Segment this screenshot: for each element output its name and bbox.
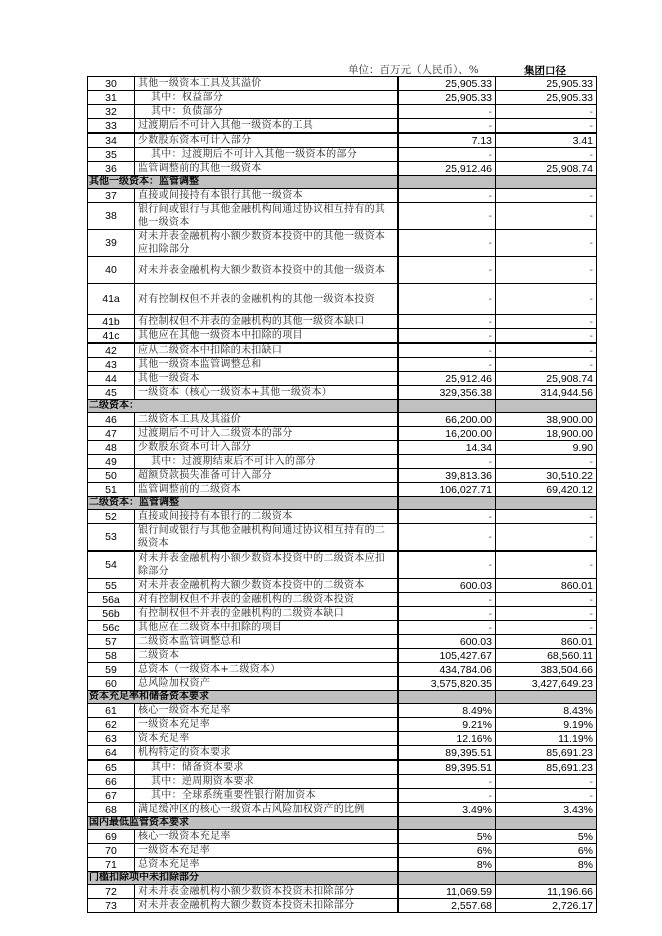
table-row [88,677,597,691]
row-number: 69 [88,830,135,844]
value-current: 89,395.51 [398,760,496,775]
row-number: 46 [88,413,135,427]
table-row [88,579,597,593]
row-label: 直接或间接持有本银行的二级资本 [135,510,398,524]
row-number: 66 [88,775,135,789]
section-cell-empty [398,817,496,830]
row-number: 72 [88,885,135,899]
value-previous: - [496,257,597,284]
row-label: 应从二级资本中扣除的未扣缺口 [135,343,398,358]
value-previous: 9.90 [496,441,597,455]
row-number: 56a [88,593,135,607]
value-current: - [398,105,496,119]
row-label: 一级资本充足率 [135,718,398,732]
capital-composition-table [87,76,597,913]
row-label: 其他应在其他一级资本中扣除的项目 [135,329,398,344]
value-previous: - [496,621,597,635]
value-previous: 314,944.56 [496,386,597,400]
row-number: 48 [88,441,135,455]
table-row [88,189,597,203]
row-label: 总资本充足率 [135,858,398,872]
row-label: 有控制权但不并表的金融机构的其他一级资本缺口 [135,315,398,329]
value-current: - [398,203,496,230]
row-number: 41c [88,329,135,344]
table-row [88,732,597,746]
row-label: 机构特定的资本要求 [135,746,398,761]
value-current: - [398,607,496,621]
row-number: 45 [88,386,135,400]
row-number: 73 [88,899,135,913]
row-label: 二级资本监管调整总和 [135,635,398,649]
value-previous: 25,908.74 [496,162,597,176]
row-label: 对有控制权但不并表的金融机构的其他一级资本投资 [135,284,398,315]
row-number: 37 [88,189,135,203]
row-label: 其中：负债部分 [135,105,398,119]
row-label: 少数股东资本可计入部分 [135,133,398,148]
value-previous: - [496,524,597,552]
value-previous: - [496,230,597,257]
row-number: 56b [88,607,135,621]
row-label: 对未并表金融机构小额少数资本投资未扣除部分 [135,885,398,899]
row-label: 直接或间接持有本银行其他一级资本 [135,189,398,203]
row-number: 36 [88,162,135,176]
row-label: 其中：过渡期后不可计入其他一级资本的部分 [135,148,398,162]
row-label: 银行间或银行与其他金融机构间通过协议相互持有的其他一级资本 [135,203,398,230]
value-current: - [398,510,496,524]
row-number: 41b [88,315,135,329]
row-label: 一级资本（核心一级资本+其他一级资本） [135,386,398,400]
value-current: 14.34 [398,441,496,455]
section-cell-empty [496,817,597,830]
row-number: 52 [88,510,135,524]
row-number: 31 [88,91,135,105]
section-cell-empty [496,691,597,704]
table-row [88,257,597,284]
value-previous: 8% [496,858,597,872]
value-current: - [398,329,496,344]
section-cell-empty [496,497,597,510]
value-previous: 8.43% [496,704,597,718]
section-header-row [88,817,597,830]
value-current: 25,905.33 [398,77,496,91]
row-number: 33 [88,119,135,134]
value-previous: - [496,789,597,803]
value-previous: - [496,329,597,344]
table-row [88,704,597,718]
value-current: - [398,284,496,315]
table-row [88,746,597,761]
table-row [88,649,597,663]
value-previous: 25,908.74 [496,372,597,386]
value-current: 600.03 [398,579,496,593]
table-row [88,718,597,732]
value-current: 106,027.71 [398,483,496,497]
row-label: 其中：权益部分 [135,91,398,105]
table-row [88,343,597,358]
row-label: 其中：逆周期资本要求 [135,775,398,789]
table-row [88,162,597,176]
row-label: 核心一级资本充足率 [135,830,398,844]
row-label: 满足缓冲区的核心一级资本占风险加权资产的比例 [135,803,398,817]
row-label: 二级资本工具及其溢价 [135,413,398,427]
value-current: 8.49% [398,704,496,718]
value-current: - [398,148,496,162]
value-previous: 383,504.66 [496,663,597,677]
table-row [88,372,597,386]
table-row [88,510,597,524]
value-current: - [398,789,496,803]
row-number: 44 [88,372,135,386]
table-row [88,148,597,162]
table-row [88,105,597,119]
value-previous: 5% [496,830,597,844]
row-number: 49 [88,455,135,469]
value-current: 16,200.00 [398,427,496,441]
row-number: 30 [88,77,135,91]
row-label: 其他应在二级资本中扣除的项目 [135,621,398,635]
section-cell-empty [398,691,496,704]
value-current: 5% [398,830,496,844]
value-current: - [398,189,496,203]
section-header-row [88,691,597,704]
value-current: - [398,524,496,552]
row-label: 过渡期后不可计入其他一级资本的工具 [135,119,398,134]
section-title: 二级资本：监管调整 [88,497,398,510]
value-current: 3.49% [398,803,496,817]
value-current: - [398,775,496,789]
section-header-row [88,176,597,189]
row-number: 39 [88,230,135,257]
value-previous: 6% [496,844,597,858]
row-number: 68 [88,803,135,817]
value-current: - [398,230,496,257]
value-previous: - [496,119,597,134]
value-previous: - [496,510,597,524]
row-label: 有控制权但不并表的金融机构的二级资本缺口 [135,607,398,621]
value-previous: - [496,343,597,358]
value-previous: - [496,551,597,579]
section-cell-empty [496,872,597,885]
value-previous: 85,691.23 [496,746,597,761]
row-label: 其他一级资本监管调整总和 [135,358,398,372]
row-label: 对未并表金融机构小额少数资本投资中的二级资本应扣除部分 [135,551,398,579]
value-previous: 9.19% [496,718,597,732]
header [300,62,600,76]
row-label: 超额贷款损失准备可计入部分 [135,469,398,483]
section-header-row [88,400,597,413]
value-previous: 860.01 [496,579,597,593]
table-row [88,483,597,497]
section-cell-empty [398,400,496,413]
row-label: 核心一级资本充足率 [135,704,398,718]
row-number: 53 [88,524,135,552]
row-number: 65 [88,760,135,775]
section-cell-empty [496,400,597,413]
value-previous: 25,905.33 [496,91,597,105]
table-row [88,789,597,803]
table-row [88,760,597,775]
scope-label: 集团口径 [524,65,566,77]
value-previous: 68,560.11 [496,649,597,663]
row-label: 对未并表金融机构小额少数资本投资中的其他一级资本应扣除部分 [135,230,398,257]
value-previous: - [496,189,597,203]
value-current: 25,912.46 [398,372,496,386]
row-number: 58 [88,649,135,663]
value-current: - [398,358,496,372]
value-previous: 3.43% [496,803,597,817]
value-current: - [398,343,496,358]
value-previous: - [496,315,597,329]
table-row [88,413,597,427]
value-previous: 2,726.17 [496,899,597,913]
value-current: 39,813.36 [398,469,496,483]
table-row [88,899,597,913]
value-previous: - [496,775,597,789]
row-label: 监管调整前的其他一级资本 [135,162,398,176]
row-number: 70 [88,844,135,858]
value-current: 8% [398,858,496,872]
value-current: - [398,455,496,469]
value-current: 600.03 [398,635,496,649]
row-number: 62 [88,718,135,732]
row-label: 总风险加权资产 [135,677,398,691]
row-number: 67 [88,789,135,803]
table-row [88,524,597,552]
section-title: 资本充足率和储备资本要求 [88,691,398,704]
value-previous: 85,691.23 [496,760,597,775]
row-label: 其他一级资本 [135,372,398,386]
table-row [88,315,597,329]
row-number: 40 [88,257,135,284]
section-title: 门槛扣除项中未扣除部分 [88,872,398,885]
table-row [88,607,597,621]
value-current: 66,200.00 [398,413,496,427]
row-number: 34 [88,133,135,148]
value-previous: - [496,358,597,372]
section-title: 其他一级资本：监管调整 [88,176,398,189]
row-number: 41a [88,284,135,315]
row-label: 对有控制权但不并表的金融机构的二级资本投资 [135,593,398,607]
value-current: 7.13 [398,133,496,148]
value-previous: 11.19% [496,732,597,746]
value-previous: 3.41 [496,133,597,148]
row-label: 其他一级资本工具及其溢价 [135,77,398,91]
row-label: 资本充足率 [135,732,398,746]
row-number: 59 [88,663,135,677]
value-previous: - [496,105,597,119]
section-title: 二级资本： [88,400,398,413]
table-row [88,386,597,400]
row-label: 监管调整前的二级资本 [135,483,398,497]
value-previous: 30,510.22 [496,469,597,483]
row-label: 过渡期后不可计入二级资本的部分 [135,427,398,441]
unit-label: 单位：百万元（人民币）、% [348,64,479,76]
value-previous: - [496,203,597,230]
row-label: 对未并表金融机构大额少数资本投资中的二级资本 [135,579,398,593]
table-row [88,91,597,105]
value-current: - [398,551,496,579]
value-current: - [398,257,496,284]
row-number: 61 [88,704,135,718]
row-label: 少数股东资本可计入部分 [135,441,398,455]
table-row [88,329,597,344]
value-previous: 38,900.00 [496,413,597,427]
value-current: 329,356.38 [398,386,496,400]
value-current: 25,912.46 [398,162,496,176]
value-current: 434,784.06 [398,663,496,677]
value-current: 3,575,820.35 [398,677,496,691]
table-row [88,775,597,789]
value-previous: - [496,284,597,315]
value-current: 12.16% [398,732,496,746]
table-row [88,455,597,469]
value-previous: 18,900.00 [496,427,597,441]
value-current: 105,427.67 [398,649,496,663]
row-label: 其中：过渡期结束后不可计入的部分 [135,455,398,469]
table-row [88,593,597,607]
table-row [88,119,597,134]
section-header-row [88,497,597,510]
value-previous: 11,196.66 [496,885,597,899]
value-current: 11,069.59 [398,885,496,899]
table-row [88,230,597,257]
row-number: 55 [88,579,135,593]
row-number: 60 [88,677,135,691]
row-label: 对未并表金融机构大额少数资本投资未扣除部分 [135,899,398,913]
value-previous: 69,420.12 [496,483,597,497]
table-row [88,621,597,635]
row-number: 50 [88,469,135,483]
value-current: - [398,593,496,607]
section-cell-empty [496,176,597,189]
row-label: 对未并表金融机构大额少数资本投资中的其他一级资本 [135,257,398,284]
value-previous: - [496,607,597,621]
row-label: 其中：全球系统重要性银行附加资本 [135,789,398,803]
table-row [88,77,597,91]
value-previous: 3,427,649.23 [496,677,597,691]
row-number: 38 [88,203,135,230]
row-number: 71 [88,858,135,872]
table-row [88,858,597,872]
row-number: 32 [88,105,135,119]
section-cell-empty [398,176,496,189]
row-label: 二级资本 [135,649,398,663]
value-current: 2,557.68 [398,899,496,913]
value-previous: - [496,148,597,162]
row-number: 42 [88,343,135,358]
table-row [88,844,597,858]
section-cell-empty [398,872,496,885]
table-row [88,133,597,148]
row-label: 总资本（一级资本+二级资本） [135,663,398,677]
section-title: 国内最低监管资本要求 [88,817,398,830]
row-number: 35 [88,148,135,162]
row-number: 43 [88,358,135,372]
table-row [88,427,597,441]
row-label: 其中：储备资本要求 [135,760,398,775]
row-number: 47 [88,427,135,441]
table-row [88,830,597,844]
value-current: 6% [398,844,496,858]
table-row [88,663,597,677]
table-row [88,203,597,230]
value-current: 25,905.33 [398,91,496,105]
row-number: 54 [88,551,135,579]
section-cell-empty [398,497,496,510]
table-row [88,635,597,649]
table-row [88,551,597,579]
table-body [88,77,597,913]
value-current: - [398,119,496,134]
value-current: - [398,621,496,635]
section-header-row [88,872,597,885]
value-current: 89,395.51 [398,746,496,761]
table-row [88,803,597,817]
table-row [88,358,597,372]
table-row [88,284,597,315]
value-previous: 860.01 [496,635,597,649]
row-number: 63 [88,732,135,746]
table-row [88,441,597,455]
value-current: 9.21% [398,718,496,732]
table-row [88,469,597,483]
row-number: 64 [88,746,135,761]
row-number: 51 [88,483,135,497]
row-number: 56c [88,621,135,635]
value-current: - [398,315,496,329]
row-number: 57 [88,635,135,649]
value-previous: - [496,455,597,469]
row-label: 银行间或银行与其他金融机构间通过协议相互持有的二级资本 [135,524,398,552]
row-label: 一级资本充足率 [135,844,398,858]
table-row [88,885,597,899]
value-previous: 25,905.33 [496,77,597,91]
value-previous: - [496,593,597,607]
